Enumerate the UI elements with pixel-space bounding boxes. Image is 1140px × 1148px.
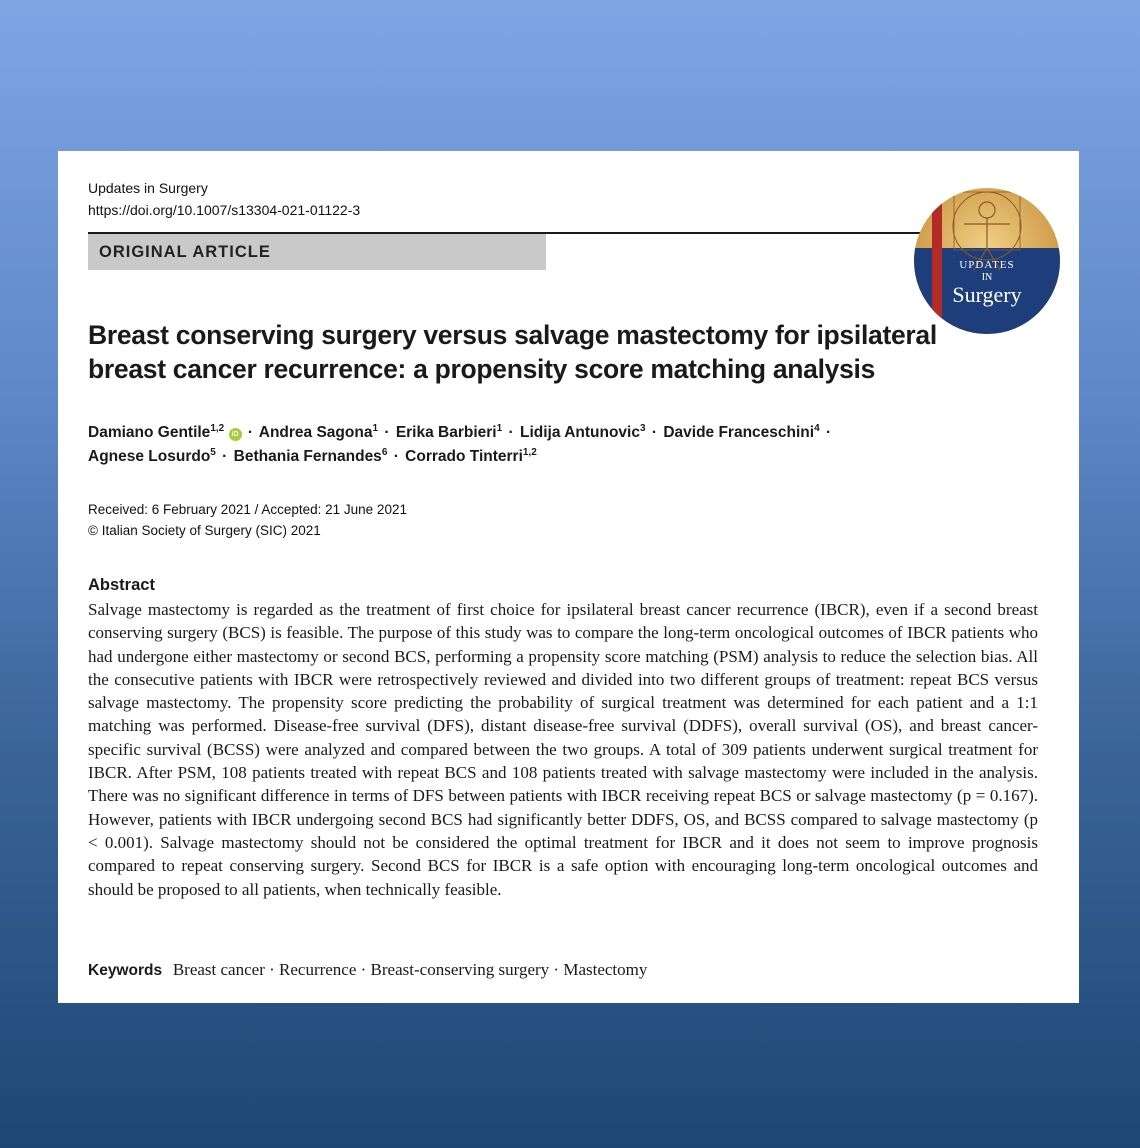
keywords-list: Breast cancer · Recurrence · Breast-conserving surgery · Mastectomy	[172, 960, 648, 979]
author-name[interactable]: Davide Franceschini	[663, 424, 815, 441]
keywords-line	[88, 960, 647, 980]
author-affiliation: 1,2	[210, 423, 225, 434]
author-affiliation: 6	[381, 447, 388, 458]
author-name[interactable]: Lidija Antunovic	[519, 424, 640, 441]
author-name[interactable]: Corrado Tinterri	[405, 448, 523, 465]
author-affiliation: 1	[372, 423, 379, 434]
author-list	[88, 421, 968, 469]
badge-line-3: Surgery	[952, 282, 1022, 307]
author-affiliation: 4	[814, 423, 820, 434]
article-type-label: ORIGINAL ARTICLE	[88, 234, 546, 270]
copyright-line: © Italian Society of Surgery (SIC) 2021	[88, 523, 321, 538]
author-separator: ·	[393, 448, 399, 465]
author-separator: ·	[825, 424, 832, 441]
article-page	[58, 151, 1079, 1003]
author-name[interactable]: Andrea Sagona	[258, 424, 373, 441]
author-name[interactable]: Agnese Losurdo	[88, 448, 211, 465]
author-separator: ·	[651, 424, 658, 441]
abstract-heading: Abstract	[88, 576, 155, 594]
author-affiliation: 5	[210, 447, 216, 458]
badge-line-2: IN	[981, 272, 993, 283]
badge-line-1: UPDATES	[959, 259, 1015, 271]
abstract-body: Salvage mastectomy is regarded as the treatment of first choice for ipsilateral breast cancer recurrence (IBCR), even if a second breast conserving surgery (BCS) is feasible. The purpose of this study was to compare the long-term oncological outcomes of IBCR patients who had undergone either mastectomy or second BCS, performing a propensity score matching (PSM) analysis to reduce the selection bias. All the consecutive patients with IBCR were retrospectively reviewed and divided into two different groups of treatment: repeat BCS versus salvage mastectomy. The propensity score predicting the probability of surgical treatment was determined for each patient and a 1:1 matching was performed. Disease-free survival (DFS), distant disease-free survival (DDFS), overall survival (OS), and breast cancer-specific survival (BCSS) were analyzed and compared between the two groups. A total of 309 patients underwent surgical treatment for IBCR. After PSM, 108 patients treated with repeat BCS and 108 patients treated with salvage mastectomy were included in the analysis. There was no significant difference in terms of DFS between patients with IBCR receiving repeat BCS or salvage mastectomy (p = 0.167). However, patients with IBCR undergoing second BCS had significantly better DDFS, OS, and BCSS compared to salvage mastectomy (p < 0.001). Salvage mastectomy should not be considered the optimal treatment for IBCR and it does not seem to improve prognosis compared to repeat conserving surgery. Second BCS for IBCR is a safe option with encouraging long-term oncological outcomes and should be proposed to all patients, when technically feasible.	[88, 600, 1038, 899]
author-separator: ·	[247, 424, 254, 441]
keywords-label: Keywords	[88, 962, 163, 979]
author-affiliation: 1,2	[522, 447, 537, 458]
doi-link[interactable]: https://doi.org/10.1007/s13304-021-01122-3	[88, 202, 361, 218]
author-separator: ·	[384, 424, 390, 441]
article-title: Breast conserving surgery versus salvage mastectomy for ipsilateral breast cancer recurrence: a propensity score matching analysis	[88, 320, 937, 384]
journal-name: Updates in Surgery	[88, 180, 208, 196]
author-name[interactable]: Bethania Fernandes	[233, 448, 382, 465]
author-affiliation: 1	[496, 423, 503, 434]
author-separator: ·	[508, 424, 514, 441]
author-name[interactable]: Damiano Gentile	[88, 424, 211, 441]
orcid-icon[interactable]: iD	[229, 428, 242, 441]
author-affiliation: 3	[639, 423, 646, 434]
author-separator: ·	[222, 448, 228, 465]
received-accepted-dates: Received: 6 February 2021 / Accepted: 21 June 2021	[88, 502, 407, 517]
journal-logo-icon	[914, 188, 1060, 334]
journal-logo-badge	[914, 188, 1060, 334]
author-name[interactable]: Erika Barbieri	[395, 424, 497, 441]
